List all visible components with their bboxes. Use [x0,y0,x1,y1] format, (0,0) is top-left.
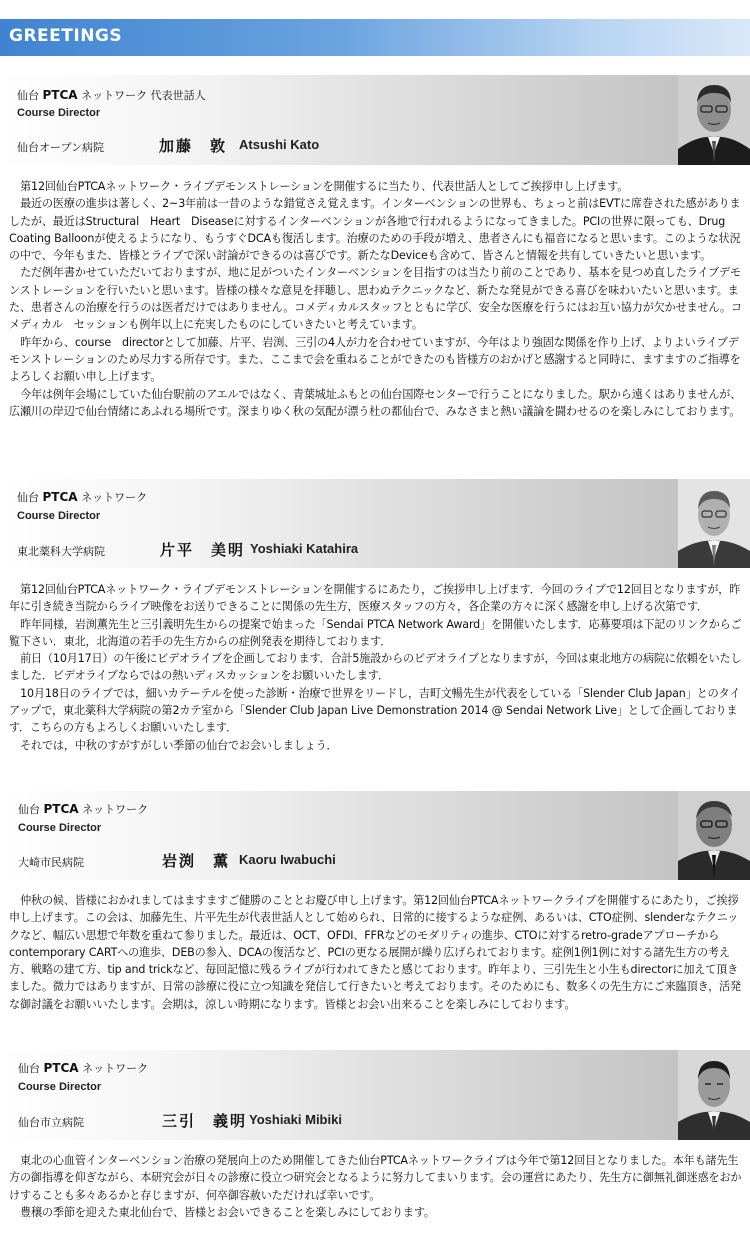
role-label: Course Director [17,107,101,119]
network-title: 仙台 PTCA ネットワーク [18,1061,149,1075]
role-label: Course Director [18,1081,102,1093]
greeting-body-kato: 第12回仙台PTCAネットワーク・ライブデモンストレーションを開催するに当たり、代表世話人としてご挨拶申し上げます。 最近の医療の進歩は著しく、2~3年前は一昔のような錯覚さえ覚えます。インターベンションの世界も、ちょっと前はEVTに席巻された感がありましたが、最近はStructural Heart Diseaseに対するインターベンションが各地で行われるようになってきました。PCIの世界に限っても、Drug Coating Balloonが使えるようになり、もうすぐDCAも復活します。治療のための手段が増え、患者さんにも福音になると思います。このような状況の中で、今年もまた、皆様とライブで深い討論ができるのは喜びです。新たなDeviceも含めて、皆さんと情報を共有していきたいと思います。 ただ例年書かせていただいておりますが、地に足がついたインターベンションを目指すのは当たり前のことであり、基本を見つめ直したライブデモンストレーションを行いたいと思います。皆様の様々な意見を拝聴し、思わぬテクニックなど、新たな発見ができる喜びを味わいたいと思います。また、患者さんの治療を行うのは医者だけではありません。コメディカルスタッフとともに学び、安全な医療を行うにはお互い協力が欠かせません。コメディカル セッションも例年以上に充実したものにしていきたいと考えています。 昨年から、course directorとして加藤、片平、岩渕、三引の4人が力を合わせていますが、今年はより強固な関係を作り上げ、よりよいライブデモンストレーションのため尽力する所存です。また、ここまで会を重ねることができたのも皆様方のおかげと感謝すると同時に、ますますのご指導をよろしくお願い申し上げます。 今年は例年会場にしていた仙台駅前のアエルではなく、青葉城址ふもとの仙台国際センターで行うことになりました。駅から遠くはありませんが、広瀬川の岸辺で仙台情緒にあふれる場所です。深まりゆく秋の気配が漂う杜の都仙台で、みなさまと熱い議論を闘わせるのを楽しみにしております。 [9,180,742,418]
director-name-jp: 三引 義明 [162,1112,248,1130]
hospital-name: 東北薬科大学病院 [17,545,105,558]
director-header-iwabuchi [0,791,750,880]
director-name-jp: 岩渕 薫 [162,852,231,870]
network-title: 仙台 PTCA ネットワーク 代表世話人 [17,88,206,102]
director-name-jp: 加藤 敦 [159,137,228,155]
hospital-name: 大崎市民病院 [18,856,84,869]
hospital-name: 仙台オープン病院 [17,141,105,154]
director-name-en: Yoshiaki Mibiki [249,1112,342,1127]
director-name-jp: 片平 美明 [160,541,246,559]
director-photo [678,1050,750,1140]
director-header-katahira [0,479,750,568]
director-photo [678,75,750,165]
role-label: Course Director [18,822,102,834]
greetings-banner [0,19,750,56]
hospital-name: 仙台市立病院 [18,1116,84,1129]
network-title: 仙台 PTCA ネットワーク [17,490,148,504]
director-photo [678,791,750,880]
director-header-kato [0,75,750,165]
director-header-mibiki [0,1050,750,1140]
network-title: 仙台 PTCA ネットワーク [18,802,149,816]
director-name-en: Yoshiaki Katahira [250,541,359,556]
director-photo [678,479,750,568]
greeting-body-mibiki: 東北の心血管インターベンション治療の発展向上のため開催してきた仙台PTCAネットワークライブは今年で第12回目となりました。本年も諸先生方の御指導を仰ぎながら、本研究会が日々の診療に役立つ研究会となるように努力してまいります。会の運営にあたり、先生方に御無礼御迷惑をおかけすることも多々あるかと存じますが、何卒御容赦いただければ幸いです。 豊穣の季節を迎えた東北仙台で、皆様とお会いできることを楽しみにしております。 [9,1154,742,1219]
director-name-en: Atsushi Kato [239,137,320,152]
greeting-body-katahira: 第12回仙台PTCAネットワーク・ライブデモンストレーションを開催するにあたり，ご挨拶申し上げます．今回のライブで12回目となりますが，昨年に引き続き当院からライブ映像をお送りできることに関係の先生方，医療スタッフの方々，各企業の方々に深く感謝を申し上げる次第です． 昨年同様，岩渕薫先生と三引義明先生からの提案で始まった「Sendai PTCA Network Award」を開催いたします．応募要項は下記のリンクからご覧下さい．東北，北海道の若手の先生方からの症例発表を期待しております． 前日（10月17日）の午後にビデオライブを企画しております．合計5施設からのビデオライブとなりますが，今回は東北地方の病院に依頼をいたしました．ビデオライブならではの熱いディスカッションをお願いいたします． 10月18日のライブでは，細いカテーテルを使った診断・治療で世界をリードし，吉町文暢先生が代表をしている「Slender Club Japan」とのタイアップで，東北薬科大学病院の第2カテ室から「Slender Club Japan Live Demonstration 2014 @ Sendai Network Live」として企画しております．こちらの方もよろしくお願いいたします． それでは，中秋のすがすがしい季節の仙台でお会いしましょう． [9,583,742,752]
role-label: Course Director [17,510,101,522]
greeting-body-iwabuchi: 仲秋の候、皆様におかれましてはますますご健勝のこととお慶び申し上げます。第12回仙台PTCAネットワークライブを開催するにあたり，ご挨拶申し上げます。この会は、加藤先生、片平先生が代表世話人として始められ、日常的に接するような症例、あるいは、CTO症例、slenderなテクニックなど、幅広い思想で年数を重ねて参りました。最近は、OCT、OFDI、FFRなどのモダリティの進歩、CTOに対するretro-gradeアプローチからcontemporary CARTへの進歩、DEBの参入、DCAの復活など、PCIの更なる展開が繰り広げられております。症例1例1例に対する諸先生方の考え方、戦略の建て方、tip and trickなど、毎回記憶に残るライブが行われてきたと感じております。昨年より、三引先生と小生もdirectorに加えて頂きました。微力ではありますが、日常の診療に役に立つ知識を発信して行きたいと考えております。そのためにも、数多くの先生方にご来臨頂き，活発な御討議をお願いいたします。会期は，涼しい時期になります。皆様とお会い出来ることを楽しみにしております。 [9,894,741,1011]
banner-title: GREETINGS [9,26,123,46]
director-name-en: Kaoru Iwabuchi [239,852,336,867]
